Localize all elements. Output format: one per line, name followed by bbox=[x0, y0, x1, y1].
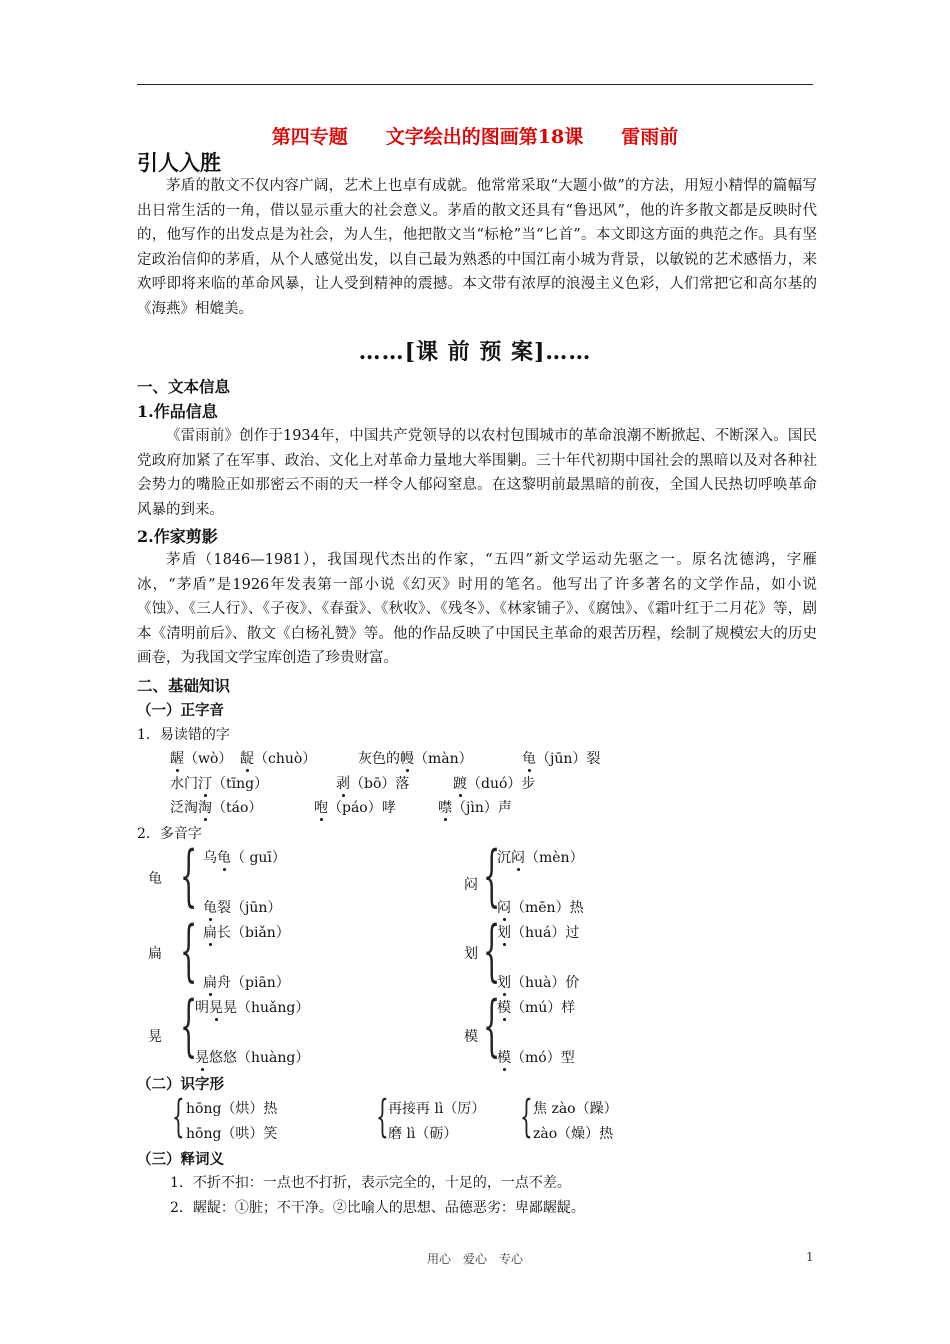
pron-item: 泛淘淘（táo） bbox=[170, 800, 263, 816]
polyphone-reading: 明晃晃（huǎng） bbox=[195, 1000, 310, 1016]
glyph-item: 焦 zào（躁） bbox=[533, 1101, 618, 1117]
pron-item: 龊（chuò） bbox=[240, 751, 317, 767]
polyphone-reading: 沉闷（mèn） bbox=[497, 850, 584, 866]
polyphone-reading: 乌龟（ guī） bbox=[203, 850, 286, 866]
brace-icon: { bbox=[376, 1091, 389, 1143]
polyphone-char: 扁 bbox=[148, 946, 162, 962]
glyph-item: 磨 lì（砺） bbox=[388, 1126, 458, 1142]
pron-item: 剥（bō）落 bbox=[336, 776, 410, 792]
brace-icon: { bbox=[520, 1091, 533, 1143]
page-footer: 用心 爱心 专心 bbox=[426, 1252, 523, 1266]
polyphone-char: 龟 bbox=[148, 871, 162, 887]
work-info-heading: 1.作品信息 bbox=[137, 402, 218, 421]
preview-heading: ……[课 前 预 案]…… bbox=[358, 339, 592, 365]
polyphone-reading: 扁长（biǎn） bbox=[203, 925, 290, 941]
brace-icon: { bbox=[180, 912, 198, 990]
brace-icon: { bbox=[483, 912, 501, 990]
brace-icon: { bbox=[483, 837, 501, 915]
intro-paragraph: 茅盾的散文不仅内容广阔，艺术上也卓有成就。他常常采取“大题小做”的方法，用短小精悍的篇幅写出日常生活的一角，借以显示重大的社会意义。茅盾的散文还具有“鲁迅风”，他的许多散文都是反映时代的，他写作的出发点是为社会，为人生，他把散文当“标枪”当“匕首”。本文即这方面的典范之作。具有坚定政治信仰的茅盾，从个人感觉出发，以自己最为熟悉的中国江南小城为背景，以敏锐的艺术感悟力，来欢呼即将来临的革命风暴，让人受到精神的震撼。本文带有浓厚的浪漫主义色彩，人们常把它和高尔基的《海燕》相媲美。 bbox=[137, 178, 817, 317]
pron-item: 龟（jūn）裂 bbox=[522, 751, 601, 767]
words-heading: （三）释词义 bbox=[137, 1151, 224, 1168]
polyphone-reading: 模（mú）样 bbox=[497, 1000, 576, 1016]
header-rule bbox=[137, 84, 813, 85]
polyphone-char: 晃 bbox=[148, 1029, 162, 1045]
glyph-heading: （二）识字形 bbox=[137, 1076, 224, 1093]
glyph-item: hōng（烘）热 bbox=[186, 1101, 278, 1117]
section2-heading: 二、基础知识 bbox=[137, 676, 231, 695]
work-info-paragraph: 《雷雨前》创作于1934年，中国共产党领导的以农村包围城市的革命浪潮不断掀起、不断深入。国民党政府加紧了在军事、政治、文化上对革命力量地大举围剿。三十年代初期中国社会的黑暗以及对各种社会势力的嘴脸正如那密云不雨的天一样令人郁闷窒息。在这黎明前最黑暗的前夜，全国人民热切呼唤革命风暴的到来。 bbox=[137, 428, 817, 518]
pron-item: 水门汀（tīng） bbox=[170, 776, 269, 792]
polyphone-reading: 龟裂（jūn） bbox=[203, 900, 282, 916]
pronunciation-heading: （一）正字音 bbox=[137, 702, 224, 719]
polyphone-char: 模 bbox=[464, 1029, 478, 1045]
polyphone-subheading: 2．多音字 bbox=[137, 826, 202, 842]
brace-icon: { bbox=[483, 987, 501, 1065]
pron-item: 噤（jìn）声 bbox=[438, 800, 512, 816]
author-paragraph: 茅盾（1846—1981），我国现代杰出的作家，“五四”新文学运动先驱之一。原名沈德鸿，字雁冰，“茅盾”是1926年发表第一部小说《幻灭》时用的笔名。他写出了许多著名的文学作品，如小说《蚀》、《三人行》、《子夜》、《春蚕》、《秋收》、《残冬》、《林家铺子》、《腐蚀》、《霜叶红于二月花》等，剧本《清明前后》、散文《白杨礼赞》等。他的作品反映了中国民主革命的艰苦历程，绘制了规模宏大的历史画卷，为我国文学宝库创造了珍贵财富。 bbox=[137, 552, 817, 666]
glyph-item: 再接再 lì（厉） bbox=[388, 1101, 486, 1117]
page-number: 1 bbox=[806, 1250, 814, 1264]
pron-item: 咆（páo）哮 bbox=[314, 800, 396, 816]
word-item: 2．龌龊：①脏；不干净。②比喻人的思想、品德恶劣：卑鄙龌龊。 bbox=[170, 1200, 585, 1216]
lesson-title: 第四专题 文字绘出的图画第18课 雷雨前 bbox=[271, 126, 679, 148]
intro-heading: 引人入胜 bbox=[137, 150, 221, 175]
word-item: 1．不折不扣：一点也不打折，表示完全的，十足的，一点不差。 bbox=[170, 1175, 571, 1191]
glyph-item: zào（燥）热 bbox=[533, 1126, 614, 1142]
polyphone-char: 划 bbox=[464, 946, 478, 962]
brace-icon: { bbox=[172, 1091, 185, 1143]
author-heading: 2.作家剪影 bbox=[137, 527, 218, 546]
pron-item: 龌（wò） bbox=[170, 751, 233, 767]
polyphone-char: 闷 bbox=[464, 877, 478, 893]
polyphone-reading: 扁舟（piān） bbox=[203, 975, 290, 991]
glyph-item: hōng（哄）笑 bbox=[186, 1126, 278, 1142]
polyphone-reading: 闷（mēn）热 bbox=[497, 900, 584, 916]
polyphone-reading: 划（huá）过 bbox=[497, 925, 580, 941]
hard-chars-subheading: 1．易读错的字 bbox=[137, 727, 230, 743]
brace-icon: { bbox=[180, 837, 198, 915]
polyphone-reading: 晃悠悠（huàng） bbox=[195, 1050, 310, 1066]
pron-item: 踱（duó）步 bbox=[453, 776, 536, 792]
polyphone-reading: 划（huà）价 bbox=[497, 975, 580, 991]
section1-heading: 一、文本信息 bbox=[137, 377, 231, 396]
pron-item: 灰色的幔（màn） bbox=[358, 751, 473, 767]
brace-icon: { bbox=[180, 987, 198, 1065]
polyphone-reading: 模（mó）型 bbox=[497, 1050, 575, 1066]
